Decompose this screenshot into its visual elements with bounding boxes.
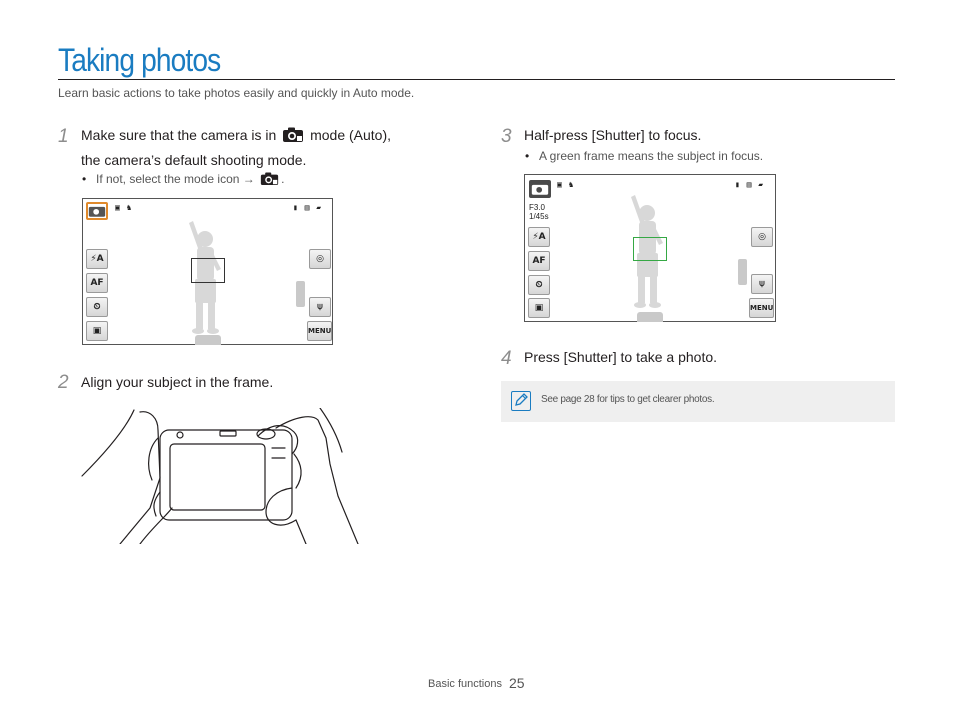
aperture-value: F3.0 xyxy=(529,203,546,212)
stabilizer-icon[interactable]: ◎ xyxy=(309,249,331,269)
camera-screen-2 xyxy=(524,174,776,322)
note-pencil-icon xyxy=(511,391,531,411)
wireless-icon[interactable]: ⍦ xyxy=(309,297,331,317)
camera-smart-auto-icon xyxy=(529,180,551,198)
side-tab[interactable] xyxy=(296,281,305,307)
step-3-bullet: • A green frame means the subject in focus. xyxy=(525,149,764,163)
step-1-line1-pre: Make sure that the camera is in xyxy=(81,127,277,143)
page-number: 25 xyxy=(509,675,525,691)
flash-auto-button[interactable]: ⚡A xyxy=(86,249,108,269)
menu-icon[interactable]: MENU xyxy=(307,321,332,341)
menu-icon[interactable]: MENU xyxy=(749,298,774,318)
autofocus-button[interactable]: AF xyxy=(528,251,550,271)
step-1-line1-post: mode (Auto), xyxy=(310,127,392,143)
battery-icon: ▮ ▥ ▰ xyxy=(293,203,323,212)
battery-icon: ▮ ▥ ▰ xyxy=(735,180,765,189)
bottom-tab[interactable] xyxy=(195,335,221,345)
page-title: Taking photos xyxy=(58,42,221,78)
scene-icons: ▣ ♞ xyxy=(557,180,575,189)
shutter-key-label: Shutter xyxy=(595,127,641,143)
camera-smart-auto-icon xyxy=(86,202,108,220)
step-1-line2: the camera’s default shooting mode. xyxy=(81,152,307,168)
step-3-number: 3 xyxy=(501,126,512,147)
step-1-bullet-text: If not, select the mode icon → xyxy=(96,172,255,186)
title-rule xyxy=(58,79,895,80)
step-1-number: 1 xyxy=(58,126,69,147)
focus-frame-green xyxy=(633,237,667,261)
shutter-speed-value: 1/45s xyxy=(529,212,549,221)
footer-section: Basic functions xyxy=(428,678,502,690)
flash-auto-button[interactable]: ⚡A xyxy=(528,227,550,247)
hands-holding-camera-illustration xyxy=(80,408,360,544)
camera-screen-1 xyxy=(82,198,333,345)
page-subtitle: Learn basic actions to take photos easily and quickly in Auto mode. xyxy=(58,86,415,100)
camera-smart-auto-icon xyxy=(282,127,304,149)
bottom-tab[interactable] xyxy=(637,312,663,322)
step-2-number: 2 xyxy=(58,372,69,393)
side-tab[interactable] xyxy=(738,259,747,285)
step-3-bullet-text: A green frame means the subject in focus. xyxy=(539,149,764,163)
step-1-text xyxy=(81,124,391,171)
wireless-icon[interactable]: ⍦ xyxy=(751,274,773,294)
note-box xyxy=(501,381,895,422)
step-2-text: Align your subject in the frame. xyxy=(81,374,274,390)
focus-frame xyxy=(191,258,225,283)
camera-smart-auto-icon xyxy=(260,172,279,189)
display-button[interactable]: ▣ xyxy=(528,298,550,318)
stabilizer-icon[interactable]: ◎ xyxy=(751,227,773,247)
autofocus-button[interactable]: AF xyxy=(86,273,108,293)
step-1-bullet: • If not, select the mode icon → . xyxy=(82,172,284,189)
step-4-text: Press [Shutter] to take a photo. xyxy=(524,349,718,365)
timer-off-button[interactable]: ⏲ xyxy=(528,275,550,295)
timer-off-button[interactable]: ⏲ xyxy=(86,297,108,317)
step-3-text: Half-press [Shutter] to focus. xyxy=(524,127,702,143)
step-4-number: 4 xyxy=(501,348,512,369)
note-text: See page 28 for tips to get clearer photos. xyxy=(541,394,715,405)
scene-icons: ▣ ♞ xyxy=(115,203,133,212)
shutter-key-label: Shutter xyxy=(567,349,613,365)
step-1-bullet-end: . xyxy=(281,172,285,186)
display-button[interactable]: ▣ xyxy=(86,321,108,341)
exposure-readout xyxy=(529,203,549,221)
